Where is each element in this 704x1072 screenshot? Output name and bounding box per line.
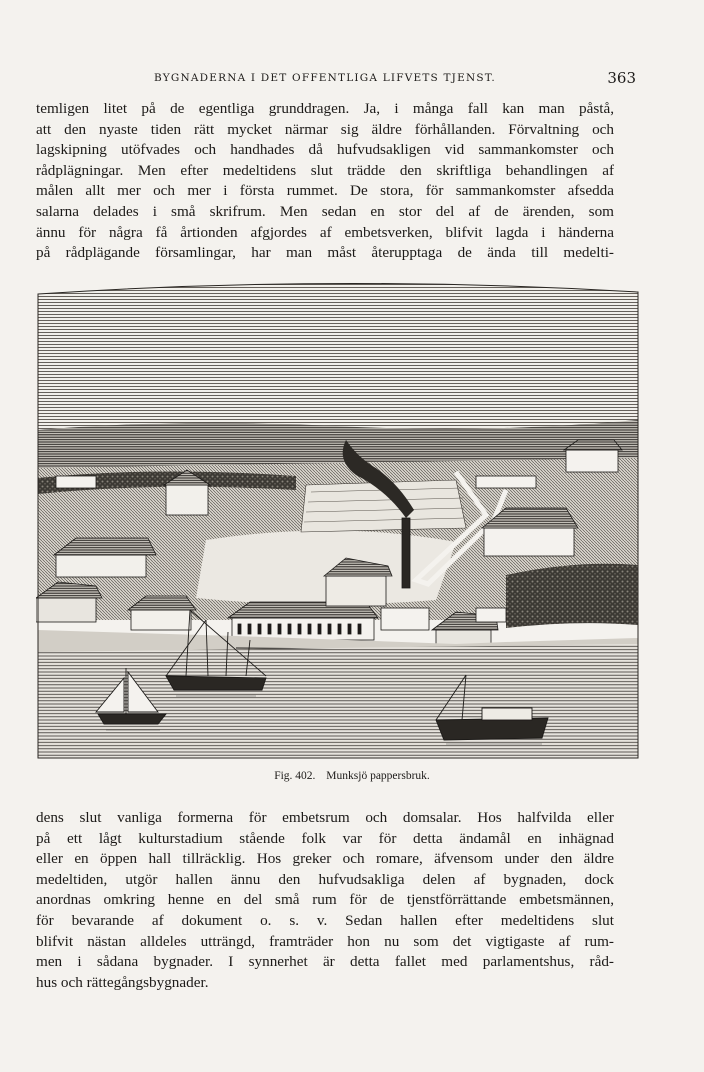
- text-line: anordnas omkring henne en del små rum för de tjenstförrättande embetsmännen,: [36, 891, 614, 909]
- text-line: salarna delades i små skrifrum. Men sedan en stor del af de ärenden, som: [36, 202, 614, 220]
- engraving-illustration: [36, 280, 640, 764]
- text-line: ännu för några få årtionden afgjordes af embetsverken, blifvit lagda i händerna: [36, 223, 614, 241]
- running-title: BYGNADERNA I DET OFFENTLIGA LIFVETS TJENST.: [154, 72, 496, 84]
- text-line: målen allt mer och mer i första rummet. De stora, för sammankomster afsedda: [36, 182, 614, 200]
- figure-caption-text: Munksjö pappersbruk.: [326, 770, 430, 782]
- paragraph-top: [36, 99, 614, 264]
- text-line: eller en öppen hall tillräcklig. Hos greker och romare, äfvensom under den äldre: [36, 850, 614, 868]
- text-line: på rådplägande församlingar, har man måst återupptaga de ända till medelti-: [36, 244, 614, 262]
- paragraph-bottom: [36, 808, 614, 993]
- text-line: rådplägningar. Men efter medeltidens slut trädde den skriftliga behandlingen af: [36, 161, 614, 179]
- text-line: på ett lågt kulturstadium stående folk var för detta ändamål en inhägnad: [36, 829, 614, 847]
- page-number: 363: [607, 69, 636, 87]
- text-line: för bevarande af dokument o. s. v. Sedan hallen efter medeltidens slut: [36, 911, 614, 929]
- text-line: medeltiden, utgör hallen ännu den hufvudsakliga delen af bygnaden, dock: [36, 870, 614, 888]
- figure-caption: [0, 770, 704, 782]
- text-line: blifvit nästan alldeles utträngd, framträder hon nu som det vigtigaste af rum-: [36, 932, 614, 950]
- figure-number: Fig. 402.: [274, 770, 316, 782]
- text-line: men i sådana bygnader. I synnerhet är detta fallet med parlamentshus, råd-: [36, 953, 614, 971]
- text-line: temligen litet på de egentliga grunddragen. Ja, i många fall kan man påstå,: [36, 100, 614, 117]
- text-line: lagskipning utöfvades och handhades då hufvudsakligen vid sammankomster och: [36, 141, 614, 159]
- text-line: hus och rättegångsbygnader.: [36, 973, 209, 991]
- text-line: att den nyaste tiden rätt mycket närmar sig äldre förhållanden. Förvaltning och: [36, 120, 614, 138]
- text-line: dens slut vanliga formerna för embetsrum och domsalar. Hos halfvilda eller: [36, 809, 614, 826]
